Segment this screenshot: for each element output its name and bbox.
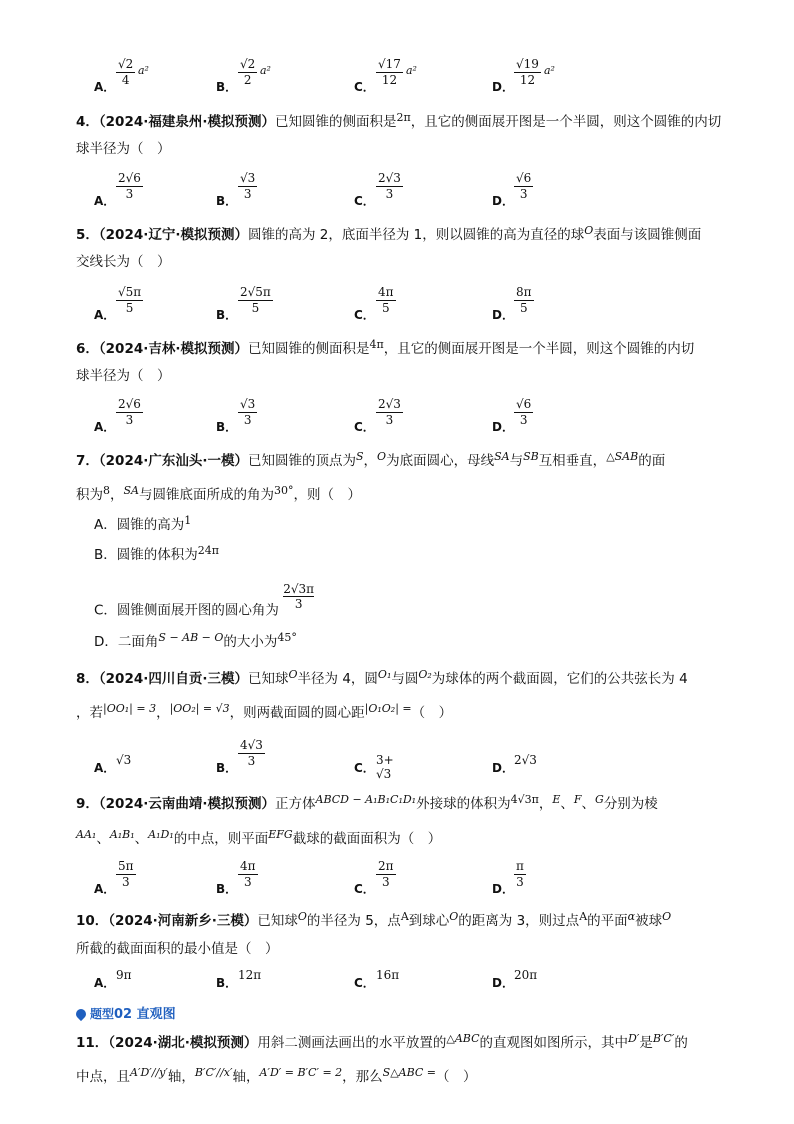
q4-options: A． $\frac{2√6}{3}$ B． $\frac{√3}{3}$ C． $\frac{2√3}{3}$ D． $\frac{√6}{3}$	[94, 171, 532, 208]
q6-stem: 6．（2024·吉林·模拟预测）已知圆锥的侧面积是$^{4\pi}$，且它的侧面展开图是一个半圆，则这个圆锥的内切	[76, 338, 695, 357]
q6-stem-line2: 球半径为（ ）	[76, 368, 171, 384]
q6-options: A． $\frac{2√6}{3}$ B． $\frac{√3}{3}$ C． $\frac{2√3}{3}$ D． $\frac{√6}{3}$	[94, 397, 532, 434]
q7-stem: 7．（2024·广东汕头·一模）已知圆锥的顶点为$^S$，$^O$为底面圆心，母线$^{SA}$与$^{SB}$互相垂直，$^{\triangle SAB}$的面	[76, 450, 666, 469]
q8-stem-line2: ，若$^{|OO_1| = 3}$，$^{|OO_2| = √3}$，则两截面圆的圆心距$^{|O_1O_2| =}$（ ）	[76, 702, 453, 721]
q10-stem-line2: 所截的截面面积的最小值是（ ）	[76, 941, 279, 957]
section-heading: 题型02 直观图	[76, 1003, 176, 1022]
q7-option-c[interactable]: C．圆锥侧面展开图的圆心角为 $\frac{2√3\pi}{3}$	[94, 582, 315, 619]
q7-option-a[interactable]: A．圆锥的高为$^1$	[94, 514, 192, 533]
q3-options: A． $\frac{√2}{4}$ a² B． $\frac{√2}{2}$ a² C． $\frac{√17}{12}$ a² D． $\frac{√19}{12}$ a²	[94, 57, 555, 94]
q10-options: A． 9π B． 12π C． 16π D． 20π	[94, 968, 538, 990]
q7-stem-line2: 积为$^8$，$^{SA}$与圆锥底面所成的角为$^{30^\circ}$，则（ ）	[76, 484, 361, 503]
q9-stem-line2: $^{AA_1}$、$^{A_1B_1}$、$^{A_1D_1}$的中点，则平面$^{EFG}$截球的截面面积为（ ）	[76, 828, 442, 847]
location-pin-icon	[74, 1007, 88, 1021]
q4-stem-line2: 球半径为（ ）	[76, 141, 171, 157]
q11-stem-line2: 中点，且$^{A'D'//y'}$轴，$^{B'C'//x'}$轴，$^{A'D' = B'C' = 2}$，那么$^{S\triangle ABC =}$（ ）	[76, 1066, 477, 1085]
q10-stem: 10．（2024·河南新乡·三模）已知球$^O$的半径为 5，点$^A$到球心$^O$的距离为 3，则过点$^A$的平面$^\alpha$被球$^O$	[76, 910, 672, 929]
q7-option-d[interactable]: D．二面角$^{S - AB - O}$的大小为$^{45^\circ}$	[94, 631, 297, 650]
q9-options: A． $\frac{5\pi}{3}$ B． $\frac{4\pi}{3}$ C． $\frac{2\pi}{3}$ D． $\frac{\pi}{3}$	[94, 859, 524, 896]
q7-option-b[interactable]: B．圆锥的体积为$^{24\pi}$	[94, 544, 219, 563]
q5-stem-line2: 交线长为（ ）	[76, 254, 171, 270]
q5-stem: 5．（2024·辽宁·模拟预测）圆锥的高为 2，底面半径为 1，则以圆锥的高为直径的球$^O$表面与该圆锥侧面	[76, 224, 702, 243]
q9-stem: 9．（2024·云南曲靖·模拟预测）正方体$^{ABCD - A_1B_1C_1D_1}$外接球的体积为$^{4√3\pi}$，$^E$、$^F$、$^G$分别为棱	[76, 793, 658, 812]
q8-options: A． √3 B． $\frac{4√3}{3}$ C． 3+ √3 D． 2√3	[94, 738, 537, 781]
q8-stem: 8．（2024·四川自贡·三模）已知球$^O$半径为 4，圆$^{O_1}$与圆$^{O_2}$为球体的两个截面圆，它们的公共弦长为 4	[76, 668, 688, 687]
q5-options: A． $\frac{√5\pi}{5}$ B． $\frac{2√5\pi}{5}$ C． $\frac{4\pi}{5}$ D． $\frac{8\pi}{5}$	[94, 285, 532, 322]
q4-stem: 4．（2024·福建泉州·模拟预测）已知圆锥的侧面积是$^{2\pi}$，且它的侧面展开图是一个半圆，则这个圆锥的内切	[76, 111, 722, 130]
q11-stem: 11．（2024·湖北·模拟预测）用斜二测画法画出的水平放置的$^{\triangle ABC}$的直观图如图所示，其中$^{D'}$是$^{B'C'}$的	[76, 1032, 688, 1051]
